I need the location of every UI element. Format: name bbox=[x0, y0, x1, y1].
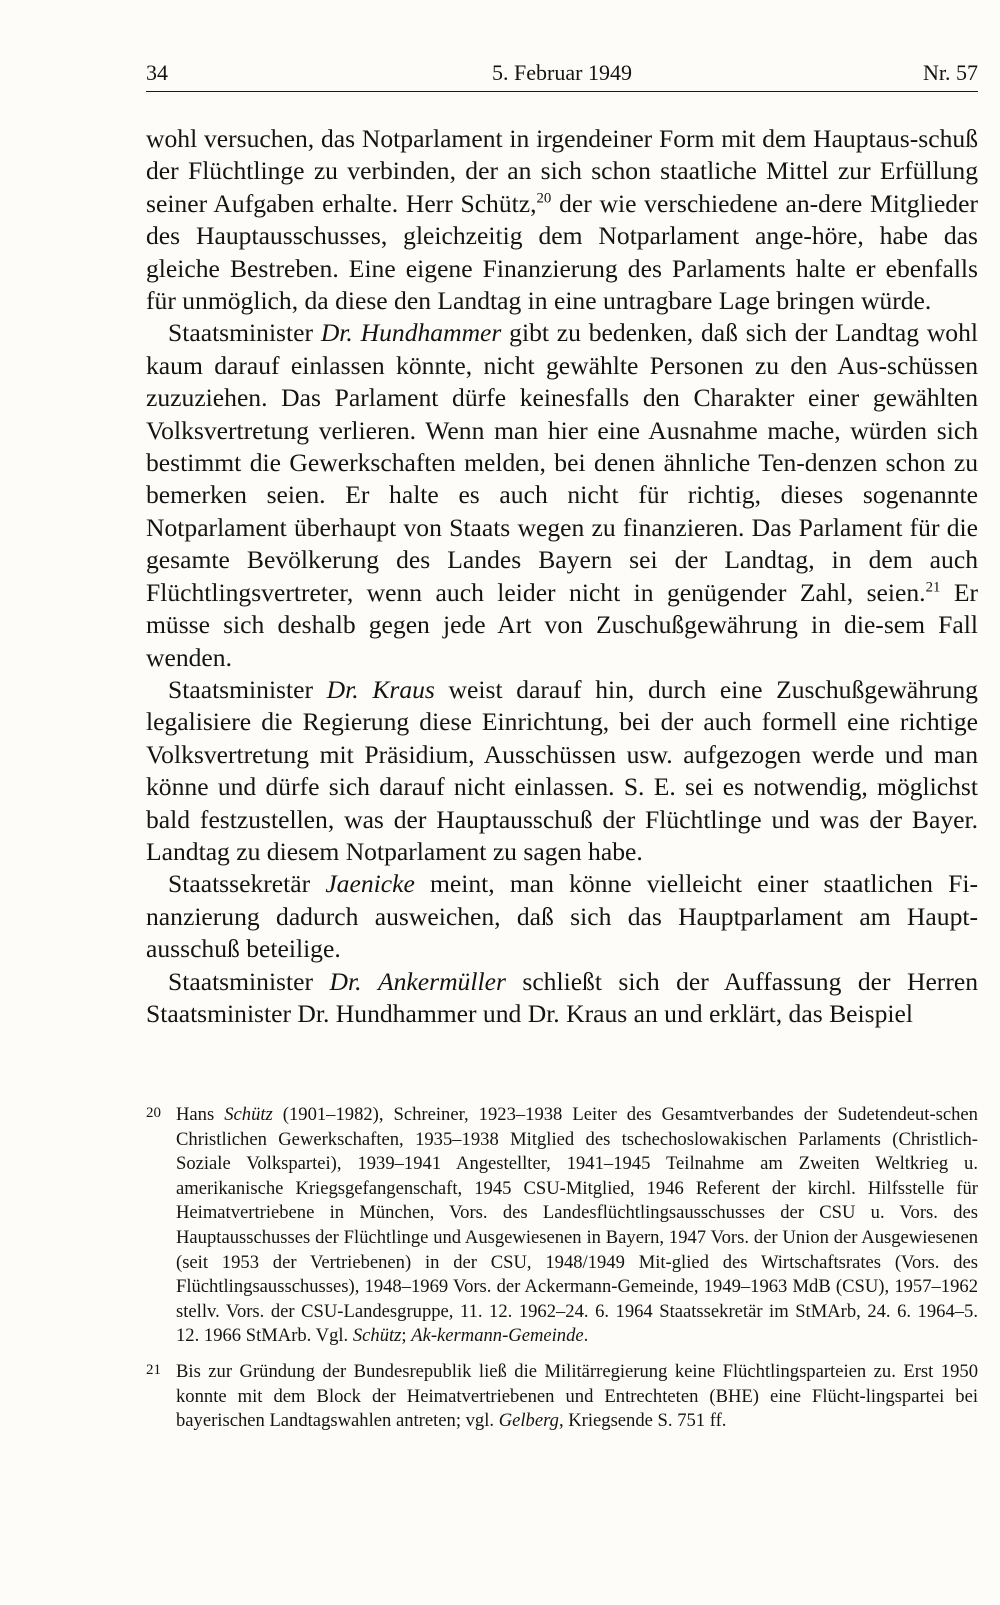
header-rule bbox=[146, 91, 978, 92]
speaker-name: Hundhammer bbox=[360, 318, 502, 348]
main-text bbox=[146, 123, 978, 1030]
speaker-role: Staatsminister bbox=[168, 674, 327, 704]
speaker-role: Staatssekretär bbox=[168, 869, 326, 899]
paragraph bbox=[146, 868, 978, 965]
paragraph-text: Er müsse sich deshalb gegen jede Art von Zuschußgewährung in die-sem Fall wenden. bbox=[146, 577, 978, 672]
speaker-name: Jaenicke bbox=[325, 869, 415, 899]
footnote-number: 21 bbox=[146, 1362, 161, 1378]
footnote-reference: Schütz bbox=[352, 1325, 402, 1347]
header-date: 5. Februar 1949 bbox=[492, 60, 632, 85]
paragraph-text: der wie verschiedene an-dere Mitglieder des Hauptausschusses, gleichzeitig dem Notparlament ange-höre, habe das gleiche Bestreben. Eine eigene Finanzierung des Parlaments halte er ebenfalls für unmöglich, da diese den Landtag in eine untragbare Lage bringen würde. bbox=[146, 188, 978, 316]
paragraph bbox=[146, 317, 978, 673]
footnote-number: 20 bbox=[146, 1105, 161, 1121]
footnote-ref[interactable]: 20 bbox=[536, 190, 552, 207]
page-number: 34 bbox=[146, 60, 168, 85]
speaker-title: Dr. bbox=[326, 674, 359, 704]
footnote-lead: Hans bbox=[176, 1104, 225, 1125]
speaker-role: Staatsminister bbox=[168, 966, 330, 996]
footnote-reference: Ak-kermann-Gemeinde bbox=[411, 1325, 584, 1347]
footnote-ref[interactable]: 21 bbox=[925, 579, 941, 596]
footnote-end: . bbox=[583, 1325, 589, 1347]
paragraph-text: wohl versuchen, das Notparlament in irgendeiner Form mit dem Hauptaus-schuß der Flüchtlinge zu verbinden, der an sich schon staatliche Mittel zur Erfüllung seiner Aufgaben erhalte. Herr Schütz, bbox=[146, 124, 978, 218]
paragraph bbox=[146, 966, 978, 1031]
footnote-reference: Gelberg bbox=[498, 1410, 559, 1432]
issue-number: Nr. 57 bbox=[923, 60, 978, 85]
footnote-person-name: Schütz bbox=[224, 1104, 273, 1125]
footnote-body: Bis zur Gründung der Bundesrepublik ließ die Militärregierung keine Flüchtlingsparteien zu. Erst 1950 konnte mit dem Block der Heimatvertriebenen und Entrechteten (BHE) eine Flücht-lingspartei bei bayerischen Landtagswahlen antreten; vgl. bbox=[176, 1361, 978, 1432]
speaker-name: Kraus bbox=[372, 674, 435, 704]
paragraph-text: meint, man könne vielleicht einer staatlichen Fi-nanzierung dadurch ausweichen, daß sich das Hauptparlament am Haupt-ausschuß beteilige. bbox=[146, 869, 979, 964]
paragraph-text: gibt zu bedenken, daß sich der Landtag wohl kaum darauf einlassen könnte, nicht gewählte Personen zu den Aus-schüssen zuzuziehen. Das Parlament dürfe keinesfalls den Charakter einer gewählten Volksvertretung verlieren. Wenn man hier eine Ausnahme mache, würden sich bestimmt die Gewerkschaften melden, bei denen ähnliche Ten-denzen schon zu bemerken seien. Er halte es auch nicht für richtig, dieses sogenannte Notparlament überhaupt von Staats wegen zu finanzieren. Das Parlament für die gesamte Bevölkerung des Landes Bayern sei der Landtag, in dem auch Flüchtlingsvertreter, wenn auch leider nicht in genügender Zahl, seien. bbox=[146, 318, 979, 607]
speaker-title: Dr. bbox=[320, 318, 353, 348]
paragraph-text: weist darauf hin, durch eine Zuschußgewährung legalisiere die Regierung diese Einrichtung, bei der auch formell eine richtige Volksvertretung mit Präsidium, Ausschüssen usw. aufgezogen werde und man könne und dürfe sich darauf nicht einlassen. S. E. sei es notwendig, möglichst bald festzustellen, was der Hauptausschuß der Flüchtlinge und was der Bayer. Landtag zu diesem Notparlament zu sagen habe. bbox=[146, 674, 978, 866]
speaker-role: Staatsminister bbox=[168, 318, 321, 348]
speaker-title: Dr. bbox=[329, 966, 362, 996]
footnote-end: , Kriegsende S. 751 ff. bbox=[558, 1410, 727, 1432]
speaker-name: Ankermüller bbox=[377, 966, 506, 996]
footnote-body: (1901–1982), Schreiner, 1923–1938 Leiter des Gesamtverbandes der Sudetendeut-schen Christlichen Gewerkschaften, 1935–1938 Mitglied des tschechoslowakischen Parlaments (Christlich-Soziale Volkspartei), 1939–1941 Angestellter, 1941–1945 Teilnahme am Zweiten Weltkrieg u. amerikanische Kriegsgefangenschaft, 1945 CSU-Mitglied, 1946 Referent der kirchl. Hilfsstelle für Heimatvertriebene in München, Vors. des Landesflüchtlingsausschusses der CSU u. Vors. des Hauptausschusses der Flüchtlinge und Ausgewiesenen in Bayern, 1947 Vors. der Union der Ausgewiesenen (seit 1953 der Vertriebenen) in der CSU, 1948/1949 Mit-glied des Wirtschaftsrates (Vors. des Flüchtlingsausschusses), 1948–1969 Vors. der Ackermann-Gemeinde, 1949–1963 MdB (CSU), 1957–1962 stellv. Vors. der CSU-Landesgruppe, 11. 12. 1962–24. 6. 1964 Staatssekretär im StMArb, 24. 6. 1964–5. 12. 1966 StMArb. Vgl. bbox=[176, 1104, 978, 1347]
footnote-separator: ; bbox=[401, 1325, 412, 1347]
footnote-text bbox=[176, 1103, 978, 1349]
footnote-text bbox=[176, 1360, 978, 1434]
footnote bbox=[146, 1103, 978, 1349]
footnote bbox=[146, 1360, 978, 1434]
running-header bbox=[146, 58, 978, 88]
paragraph bbox=[146, 123, 978, 317]
paragraph-text: schließt sich der Auffassung der Herren Staatsminister Dr. Hundhammer und Dr. Kraus an und erklärt, das Beispiel bbox=[146, 966, 979, 1028]
paragraph bbox=[146, 674, 978, 868]
